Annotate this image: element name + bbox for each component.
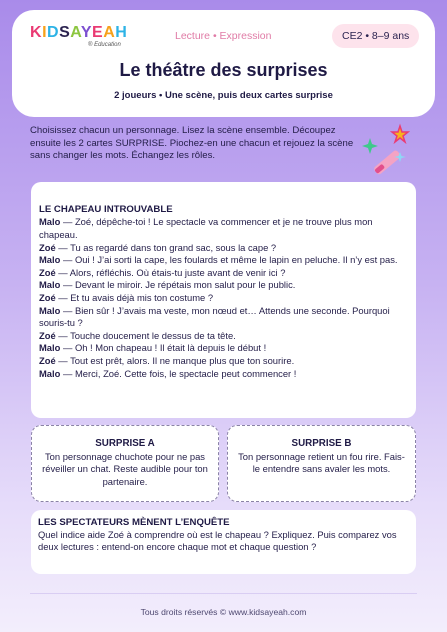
line-text: — Tout est prêt, alors. Il ne manque plus que ton sourire. [55,354,295,366]
page-subtitle: 2 joueurs • Une scène, puis deux cartes surprise [114,90,333,101]
line-text: — Touche doucement le dessus de ta tête. [55,329,236,341]
header-card [12,10,435,117]
speaker-name: Zoé [39,291,56,303]
speaker-name: Malo [39,279,61,291]
speaker-name: Zoé [39,354,56,366]
header-kicker: Lecture • Expression [175,30,272,42]
dialogue-line [39,292,408,305]
surprise-card-text: Ton personnage chuchote pour ne pas réveiller un chat. Reste audible pour ton partenaire. [42,451,208,487]
line-text: — Devant le miroir. Je répétais mon salut pour le public. [60,279,296,291]
logo-subtitle: ® Education [88,42,121,48]
speaker-name: Malo [39,342,61,354]
dialogue-line [39,368,408,381]
speaker-name: Zoé [39,266,56,278]
speaker-name: Malo [39,304,61,316]
script-title: LE CHAPEAU INTROUVABLE [39,204,173,215]
dialogue-line [39,355,408,368]
dialogue-line [39,254,408,267]
enquete-card [31,510,416,574]
dialogue-line [39,267,408,280]
surprise-card-title: SURPRISE A [95,438,155,449]
dialogue-line [39,242,408,255]
dialogue-line [39,330,408,343]
logo-wordmark: KIDSAYEAH [30,24,128,41]
line-text: — Bien sûr ! J’avais ma veste, mon nœud et… Attends une seconde. Pourquoi souris-tu ? [39,304,390,329]
dialogue-line [39,216,408,241]
footer-copyright: Tous droits réservés © www.kidsayeah.com [140,607,307,617]
line-text: — Tu as regardé dans ton grand sac, sous la cape ? [55,241,277,253]
script-card [31,182,416,418]
line-text: — Zoé, dépêche-toi ! Le spectacle va commencer et je ne trouve plus mon chapeau. [39,216,373,240]
speaker-name: Malo [39,367,61,379]
level-badge: CE2 • 8–9 ans [332,24,419,48]
speaker-name: Malo [39,254,61,266]
footer-divider [30,593,417,594]
dialogue-line [39,279,408,292]
line-text: — Alors, réfléchis. Où étais-tu juste avant de venir ici ? [55,266,286,278]
page-title: Le théâtre des surprises [119,60,328,80]
enquete-text: Quel indice aide Zoé à comprendre où est le chapeau ? Expliquez. Puis comparez vos deux lectures : entend-on encore chaque mot et chaque question ? [38,529,397,553]
line-text: — Oui ! J’ai sorti la cape, les foulards et même le lapin en peluche. Il n’y est pas. [60,254,398,266]
enquete-title: LES SPECTATEURS MÈNENT L’ENQUÊTE [38,517,230,528]
surprise-card-a [31,425,219,502]
speaker-name: Zoé [39,329,56,341]
surprise-card-b [227,425,416,502]
surprise-card-title: SURPRISE B [291,438,352,449]
brand-logo [30,24,140,54]
speaker-name: Zoé [39,241,56,253]
instructions-text: Choisissez chacun un personnage. Lisez la scène ensemble. Découpez ensuite les 2 cartes SURPRISE. Piochez-en une chacun et rejouez la scène sans changer les mots. Échangez les rôles. [30,125,354,161]
dialogue-line [39,305,408,330]
surprise-card-text: Ton personnage retient un fou rire. Fais-le entendre sans avaler les mots. [238,451,405,475]
line-text: — Et tu avais déjà mis ton costume ? [55,291,214,303]
speaker-name: Malo [39,216,61,228]
line-text: — Oh ! Mon chapeau ! Il était là depuis le début ! [60,342,267,354]
dialogue-line [39,342,408,355]
magic-wand-icon [358,122,418,182]
line-text: — Merci, Zoé. Cette fois, le spectacle peut commencer ! [60,367,297,379]
script-lines [39,216,408,380]
